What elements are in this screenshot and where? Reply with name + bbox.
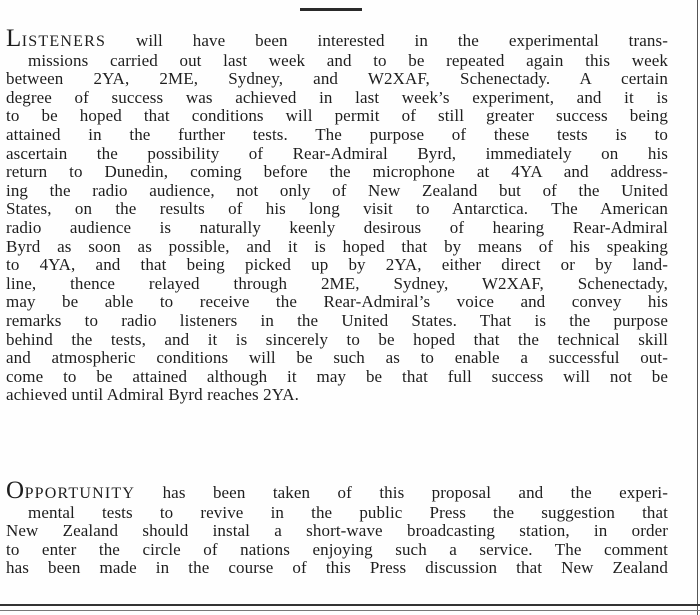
paragraph-line: return to Dunedin, coming before the microphone at 4YA and address-: [6, 162, 668, 182]
paragraph-line: come to be attained although it may be that full success will not be: [6, 366, 668, 386]
paragraph-line: radio audience is naturally keenly desirous of hearing Rear-Admiral: [6, 217, 668, 237]
paragraph-first-line: [6, 25, 668, 52]
paragraph-line: ascertain the possibility of Rear-Admiral Byrd, immediately on his: [6, 143, 668, 163]
paragraph-line: remarks to radio listeners in the United States. That is the purpose: [6, 310, 668, 330]
paragraph-line: Byrd as soon as possible, and it is hoped that by means of his speaking: [6, 236, 668, 256]
paragraph-line: to 4YA, and that being picked up by 2YA, either direct or by land-: [6, 255, 668, 275]
first-line-text: has been taken of this proposal and the experi-: [135, 483, 668, 502]
lead-word: ISTENERS: [21, 33, 107, 50]
paragraph-line: New Zealand should instal a short-wave broadcasting station, in order: [6, 521, 668, 541]
top-ornament-rule: [300, 8, 362, 11]
paragraph-line: achieved until Admiral Byrd reaches 2YA.: [6, 385, 299, 405]
paragraph-line: line, thence relayed through 2ME, Sydney, W2XAF, Schenectady,: [6, 273, 668, 293]
first-line-text: will have been interested in the experimental trans-: [106, 31, 668, 50]
drop-initial: L: [6, 25, 22, 52]
paragraph-line: behind the tests, and it is sincerely to be hoped that the technical skill: [6, 329, 668, 349]
paragraph-line: to be hoped that conditions will permit of still greater success being: [6, 106, 668, 126]
paragraph-listeners: [6, 25, 668, 405]
paragraph-line: has been made in the course of this Press discussion that New Zealand: [6, 558, 668, 578]
lead-word: PPORTUNITY: [24, 485, 136, 502]
paragraph-line: missions carried out last week and to be repeated again this week: [28, 50, 668, 70]
paragraph-line: States, on the results of his long visit to Antarctica. The American: [6, 199, 668, 219]
paragraph-line: between 2YA, 2ME, Sydney, and W2XAF, Schenectady. A certain: [6, 69, 668, 89]
paragraph-line: degree of success was achieved in last week’s experiment, and it is: [6, 87, 668, 107]
paragraph-opportunity: [6, 477, 668, 578]
paragraph-first-line: [6, 477, 668, 504]
paragraph-line: and atmospheric conditions will be such as to enable a successful out-: [6, 348, 668, 368]
paragraph-line: mental tests to revive in the public Press the suggestion that: [28, 502, 668, 522]
drop-initial: O: [6, 477, 25, 504]
paragraph-line: may be able to receive the Rear-Admiral’s voice and convey his: [6, 292, 668, 312]
paragraph-line: ing the radio audience, not only of New Zealand but of the United: [6, 180, 668, 200]
paragraph-line: attained in the further tests. The purpose of these tests is to: [6, 124, 668, 144]
paragraph-line: to enter the circle of nations enjoying such a service. The comment: [6, 539, 668, 559]
bottom-rule: [0, 604, 700, 611]
column-edge-rule: [697, 0, 698, 615]
